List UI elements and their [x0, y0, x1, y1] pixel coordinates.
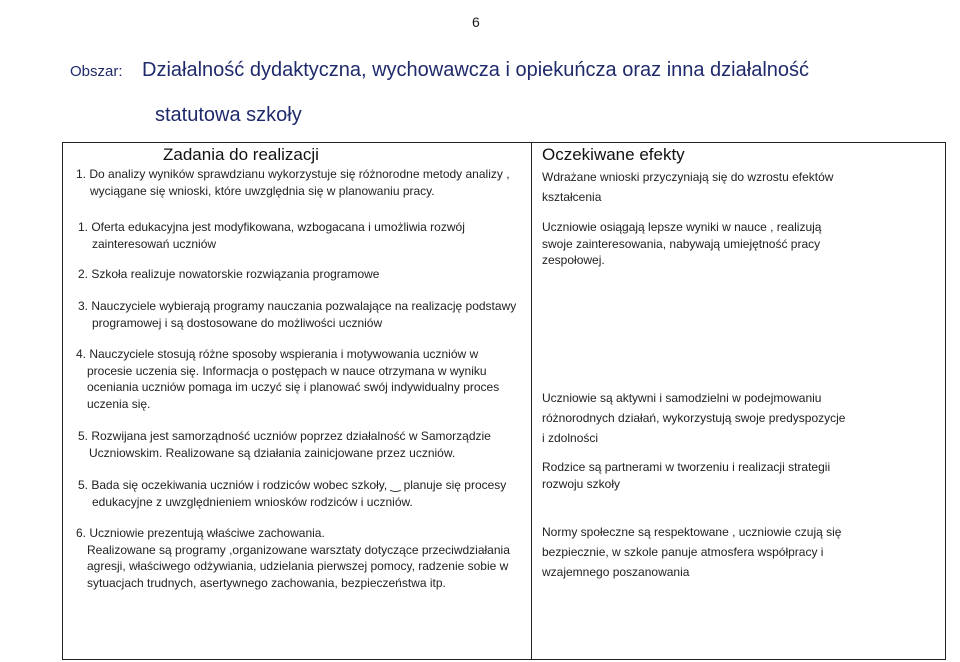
column-header-effects: Oczekiwane efekty [542, 145, 685, 164]
task-item: 5. Rozwijana jest samorządność uczniów poprzez działalność w Samorządzie Uczniowskim. Realizowane są działania zainicjowane przez uczniów. [78, 429, 491, 460]
area-title: Działalność dydaktyczna, wychowawcza i opiekuńcza oraz inna działalność [142, 59, 810, 81]
column-header-tasks: Zadania do realizacji [163, 145, 319, 164]
effect-item: Uczniowie są aktywni i samodzielni w podejmowaniu różnorodnych działań, wykorzystują swoje predyspozycje i zdolności [542, 391, 846, 445]
task-item: 2. Szkoła realizuje nowatorskie rozwiązania programowe [78, 267, 380, 281]
task-item: 5. Bada się oczekiwania uczniów i rodziców wobec szkoły, ‿ planuje się procesy edukacyjne z uwzględnieniem wniosków rodziców i uczniów. [78, 478, 507, 509]
area-label: Obszar: [70, 63, 123, 80]
effect-item: Uczniowie osiągają lepsze wyniki w nauce , realizują swoje zainteresowania, nabywają umiejętność pracy zespołowej. [542, 220, 822, 267]
task-item: 3. Nauczyciele wybierają programy nauczania pozwalające na realizację podstawy programowej i są dostosowane do możliwości uczniów [78, 299, 517, 330]
effect-item: Rodzice są partnerami w tworzeniu i realizacji strategii rozwoju szkoły [542, 460, 831, 491]
task-item: 4. Nauczyciele stosują różne sposoby wspierania i motywowania uczniów w procesie uczenia się. Informacja o postępach w nauce otrzymana w wyniku oceniania uczniów pomaga im uczyć się i planować swój indywidualny proces uczenia się. [76, 347, 500, 411]
task-item: 1. Do analizy wyników sprawdzianu wykorzystuje się różnorodne metody analizy , wyciągane się wnioski, które uwzględnia się w planowaniu pracy. [76, 167, 510, 198]
task-item: 6. Uczniowie prezentują właściwe zachowania. Realizowane są programy ,organizowane warsztaty dotyczące przeciwdziałania agresji, właściwego odżywiania, udzielania pierwszej pomocy, radzenie sobie w sytuacjach trudnych, asertywnego zachowania, bezpieczeństwa itp. [76, 526, 510, 590]
column-divider [531, 142, 532, 660]
page-number: 6 [472, 14, 480, 30]
effect-item: Wdrażane wnioski przyczyniają się do wzrostu efektów kształcenia [542, 170, 834, 204]
area-title-continued: statutowa szkoły [155, 104, 302, 126]
task-item: 1. Oferta edukacyjna jest modyfikowana, wzbogacana i umożliwia rozwój zainteresowań uczniów [78, 220, 465, 251]
effect-item: Normy społeczne są respektowane , uczniowie czują się bezpiecznie, w szkole panuje atmosfera współpracy i wzajemnego poszanowania [542, 525, 842, 579]
